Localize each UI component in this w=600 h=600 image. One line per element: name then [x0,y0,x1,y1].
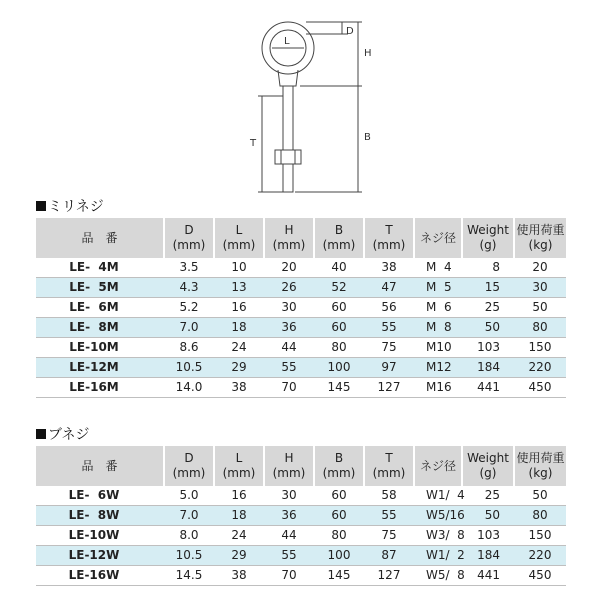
value-cell: 441 [477,380,500,394]
table-row [36,566,566,586]
value-cell: 184 [462,546,514,566]
column-header [462,218,514,258]
table-row [36,378,566,398]
value-cell: 10.5 [164,546,214,566]
table-body [36,486,566,586]
value-cell: 55 [364,318,414,338]
value-cell: 220 [514,546,566,566]
value-cell: 36 [264,318,314,338]
column-header [314,446,364,486]
value-cell: 80 [331,528,347,542]
value-cell: 14.5 [175,568,203,582]
value-cell: 18 [214,506,264,526]
value-cell: 29 [214,358,264,378]
value-cell: 8.6 [179,340,199,354]
value-cell: 16 [231,488,247,502]
value-cell: 7.0 [164,506,214,526]
column-header [364,446,414,486]
label-t: T [250,138,257,149]
column-header-label: D [184,223,194,237]
model-cell: LE-12M [36,358,164,378]
value-cell: 70 [281,568,297,582]
value-cell: M 4 [426,260,452,274]
value-cell: 38 [381,260,397,274]
value-cell: 441 [477,568,500,582]
label-l: L [284,36,290,47]
value-cell: 13 [214,278,264,298]
column-header [164,218,214,258]
table-header [36,218,566,258]
value-cell: 103 [477,528,500,542]
column-header-label: B [334,451,344,465]
column-header [264,218,314,258]
model-cell: LE-16M [69,380,119,394]
value-cell: 145 [327,568,351,582]
table-row [36,526,566,546]
value-cell: 97 [364,358,414,378]
value-cell: 4.3 [164,278,214,298]
column-header-label: D [184,451,194,465]
value-cell: M 6 [426,300,452,314]
value-cell: 3.5 [179,260,199,274]
value-cell: 26 [264,278,314,298]
value-cell: 38 [231,568,247,582]
model-cell: LE- 5M [36,278,164,298]
column-header-label: 品 番 [81,458,118,473]
value-cell: 127 [377,568,401,582]
square-bullet-icon [36,429,46,439]
column-header-unit: (mm) [172,466,206,480]
value-cell: 55 [264,546,314,566]
value-cell: 60 [314,506,364,526]
value-cell: 80 [331,340,347,354]
table-row [36,258,566,278]
column-header-unit: (mm) [222,238,256,252]
table-row [36,506,566,526]
column-header-label: H [284,223,294,237]
value-cell: 450 [528,380,552,394]
table-row [36,278,566,298]
value-cell: 450 [528,568,552,582]
column-header-unit: (g) [479,466,497,480]
column-header [214,446,264,486]
nut [275,150,301,164]
column-header-label: L [235,451,243,465]
value-cell: W3/ 8 [426,528,465,542]
value-cell: 30 [514,278,566,298]
column-header-unit: (mm) [372,466,406,480]
column-header [36,218,164,258]
column-header-unit: (mm) [222,466,256,480]
value-cell: W5/16 [414,506,462,526]
value-cell: 58 [381,488,397,502]
value-cell: 25 [484,488,500,502]
value-cell: 52 [314,278,364,298]
column-header-label: H [284,451,294,465]
value-cell: 150 [528,528,552,542]
column-header-unit: (mm) [322,238,356,252]
column-header-unit: (mm) [172,238,206,252]
value-cell: 38 [231,380,247,394]
value-cell: 16 [231,300,247,314]
value-cell: 80 [514,318,566,338]
value-cell: 127 [377,380,401,394]
table-body [36,258,566,398]
model-cell: LE-12W [36,546,164,566]
column-header-label: Weight [467,223,509,237]
value-cell: 75 [381,528,397,542]
value-cell: 220 [514,358,566,378]
column-header-label: ネジ径 [419,458,456,473]
value-cell: 14.0 [175,380,203,394]
value-cell: 44 [281,528,297,542]
value-cell: 100 [314,358,364,378]
value-cell: 60 [331,488,347,502]
value-cell: 50 [462,318,514,338]
column-header [414,218,462,258]
column-header [414,446,462,486]
table-row [36,298,566,318]
value-cell: 145 [327,380,351,394]
column-header-unit: (kg) [528,466,553,480]
value-cell: M16 [426,380,452,394]
model-cell: LE-16W [68,568,120,582]
value-cell: W1/ 2 [414,546,462,566]
label-h: H [364,48,372,59]
value-cell: 103 [477,340,500,354]
eye-bolt-diagram [0,0,600,200]
table-row [36,358,566,378]
value-cell: 24 [231,528,247,542]
column-header-label: 使用荷重 [516,223,565,237]
value-cell: 50 [532,300,548,314]
value-cell: 50 [532,488,548,502]
value-cell: M 5 [414,278,462,298]
table-row [36,546,566,566]
value-cell: 87 [364,546,414,566]
neck [278,70,298,86]
model-cell: LE- 6M [69,300,119,314]
column-header [462,446,514,486]
value-cell: 150 [528,340,552,354]
model-cell: LE- 4M [69,260,119,274]
column-header-unit: (mm) [272,238,306,252]
value-cell: 55 [264,358,314,378]
value-cell: 36 [264,506,314,526]
value-cell: 55 [364,506,414,526]
column-header-label: ネジ径 [419,230,456,245]
table-row [36,318,566,338]
value-cell: 18 [214,318,264,338]
value-cell: M12 [414,358,462,378]
value-cell: 25 [484,300,500,314]
column-header-unit: (mm) [322,466,356,480]
value-cell: W1/ 4 [426,488,465,502]
section-title-whitworth: ブネジ [36,424,89,444]
model-cell: LE-10W [68,528,120,542]
model-cell: LE- 8W [36,506,164,526]
square-bullet-icon [36,201,46,211]
column-header-label: T [385,451,393,465]
value-cell: 15 [462,278,514,298]
value-cell: 8 [492,260,500,274]
column-header-label: L [235,223,243,237]
column-header [214,218,264,258]
table-row [36,338,566,358]
value-cell: 8.0 [179,528,199,542]
column-header [514,446,566,486]
column-header [164,446,214,486]
value-cell: 60 [331,300,347,314]
value-cell: 47 [364,278,414,298]
section-title-metric: ミリネジ [36,196,104,216]
model-cell: LE- 6W [68,488,120,502]
value-cell: 50 [462,506,514,526]
value-cell: 5.2 [179,300,199,314]
value-cell: 10.5 [164,358,214,378]
value-cell: 20 [281,260,297,274]
value-cell: M 8 [414,318,462,338]
value-cell: 20 [532,260,548,274]
whitworth-spec-table [36,446,566,586]
value-cell: 70 [281,380,297,394]
value-cell: 44 [281,340,297,354]
value-cell: 60 [314,318,364,338]
value-cell: 75 [381,340,397,354]
value-cell: 30 [281,300,297,314]
table-header [36,446,566,486]
value-cell: 56 [381,300,397,314]
value-cell: 184 [462,358,514,378]
column-header-unit: (mm) [372,238,406,252]
column-header-unit: (g) [479,238,497,252]
column-header-label: 品 番 [81,230,118,245]
column-header-label: Weight [467,451,509,465]
value-cell: 29 [214,546,264,566]
column-header-label: 使用荷重 [516,451,565,465]
value-cell: 30 [281,488,297,502]
thread-end [283,164,293,192]
value-cell: 7.0 [164,318,214,338]
value-cell: M10 [426,340,452,354]
column-header-unit: (mm) [272,466,306,480]
value-cell: W5/ 8 [426,568,465,582]
model-cell: LE-10M [69,340,119,354]
column-header-unit: (kg) [528,238,553,252]
column-header-label: T [385,223,393,237]
value-cell: 24 [231,340,247,354]
column-header [36,446,164,486]
column-header-label: B [334,223,344,237]
value-cell: 40 [331,260,347,274]
metric-spec-table [36,218,566,398]
value-cell: 5.0 [179,488,199,502]
column-header [314,218,364,258]
value-cell: 10 [231,260,247,274]
label-d: D [346,26,354,37]
table-row [36,486,566,506]
model-cell: LE- 8M [36,318,164,338]
label-b: B [364,132,371,143]
column-header [514,218,566,258]
column-header [264,446,314,486]
value-cell: 100 [314,546,364,566]
value-cell: 80 [514,506,566,526]
column-header [364,218,414,258]
